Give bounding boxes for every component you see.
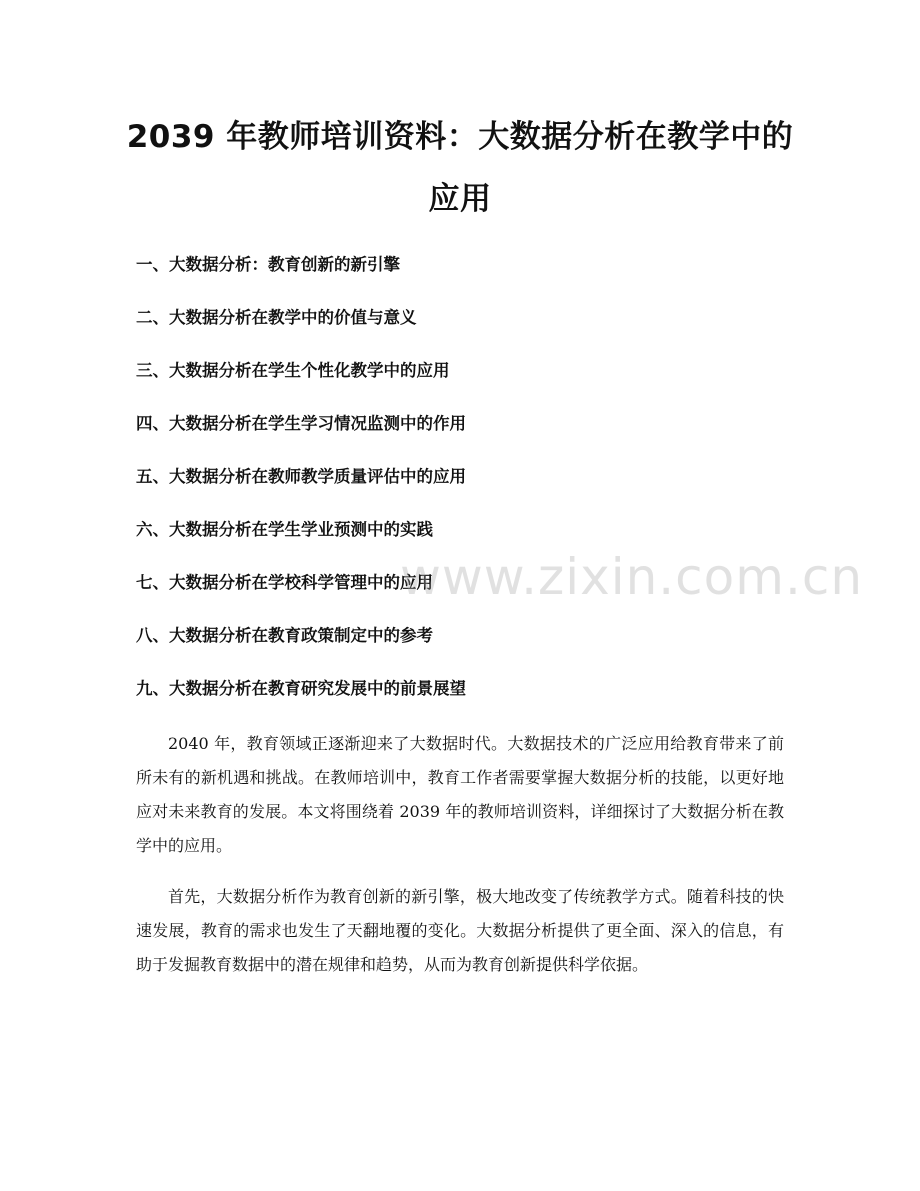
toc-item: 四、大数据分析在学生学习情况监测中的作用 <box>136 414 466 433</box>
toc-item: 六、大数据分析在学生学业预测中的实践 <box>136 520 433 539</box>
document-title: 2039 年教师培训资料：大数据分析在教学中的应用 <box>126 119 794 217</box>
table-of-contents <box>136 250 466 727</box>
toc-item: 九、大数据分析在教育研究发展中的前景展望 <box>136 679 466 698</box>
toc-item: 一、大数据分析：教育创新的新引擎 <box>136 255 400 274</box>
body-paragraph: 2040 年，教育领域正逐渐迎来了大数据时代。大数据技术的广泛应用给教育带来了前所未有的新机遇和挑战。在教师培训中，教育工作者需要掌握大数据分析的技能，以更好地应对未来教育的发展。本文将围绕着 2039 年的教师培训资料，详细探讨了大数据分析在教学中的应用。 <box>136 734 784 855</box>
toc-item: 八、大数据分析在教育政策制定中的参考 <box>136 626 433 645</box>
watermark: www.zixin.com.cn <box>400 548 864 606</box>
toc-item: 五、大数据分析在教师教学质量评估中的应用 <box>136 467 466 486</box>
toc-item: 七、大数据分析在学校科学管理中的应用 <box>136 573 433 592</box>
toc-item: 三、大数据分析在学生个性化教学中的应用 <box>136 361 450 380</box>
toc-item: 二、大数据分析在教学中的价值与意义 <box>136 308 417 327</box>
body-paragraph: 首先，大数据分析作为教育创新的新引擎，极大地改变了传统教学方式。随着科技的快速发展，教育的需求也发生了天翻地覆的变化。大数据分析提供了更全面、深入的信息，有助于发掘教育数据中的潜在规律和趋势，从而为教育创新提供科学依据。 <box>136 887 784 974</box>
